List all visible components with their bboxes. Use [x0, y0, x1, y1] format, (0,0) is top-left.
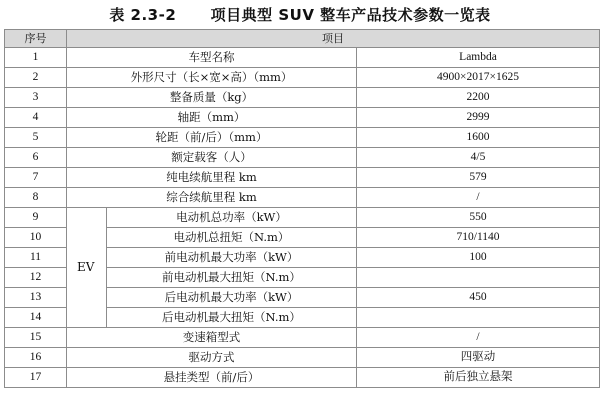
- row-number: 3: [5, 88, 67, 108]
- param-name: 后电动机最大功率（kW）: [107, 288, 357, 308]
- param-name: 外形尺寸（长×宽×高）（mm）: [67, 68, 357, 88]
- table-row: [5, 88, 600, 108]
- param-value: 4/5: [357, 148, 600, 168]
- table-row: [5, 188, 600, 208]
- param-value: 550: [357, 208, 600, 228]
- param-value: [357, 268, 600, 288]
- param-name: 后电动机最大扭矩（N.m）: [107, 308, 357, 328]
- param-name: 轴距（mm）: [67, 108, 357, 128]
- param-name: 车型名称: [67, 48, 357, 68]
- table-row: [5, 128, 600, 148]
- row-number: 6: [5, 148, 67, 168]
- param-value: 579: [357, 168, 600, 188]
- param-name: 驱动方式: [67, 348, 357, 368]
- row-number: 15: [5, 328, 67, 348]
- row-number: 13: [5, 288, 67, 308]
- param-name: 电动机总扭矩（N.m）: [107, 228, 357, 248]
- table-row: [5, 168, 600, 188]
- param-name: 纯电续航里程 km: [67, 168, 357, 188]
- row-number: 2: [5, 68, 67, 88]
- param-name: 前电动机最大扭矩（N.m）: [107, 268, 357, 288]
- param-value: /: [357, 188, 600, 208]
- row-number: 10: [5, 228, 67, 248]
- row-number: 8: [5, 188, 67, 208]
- param-value: [357, 308, 600, 328]
- param-value: 2999: [357, 108, 600, 128]
- table-row: [5, 148, 600, 168]
- param-value: /: [357, 328, 600, 348]
- param-value: 四驱动: [357, 348, 600, 368]
- table-row: [5, 208, 600, 228]
- row-number: 5: [5, 128, 67, 148]
- row-number: 11: [5, 248, 67, 268]
- row-number: 12: [5, 268, 67, 288]
- table-row: [5, 108, 600, 128]
- param-value: 450: [357, 288, 600, 308]
- param-name: 悬挂类型（前/后）: [67, 368, 357, 388]
- table-row: [5, 368, 600, 388]
- param-name: 电动机总功率（kW）: [107, 208, 357, 228]
- table-row: [5, 68, 600, 88]
- param-name: 额定载客（人）: [67, 148, 357, 168]
- header-item: 项目: [67, 30, 600, 48]
- table-row: [5, 48, 600, 68]
- row-number: 4: [5, 108, 67, 128]
- row-number: 1: [5, 48, 67, 68]
- group-label-ev: EV: [67, 208, 107, 328]
- table-title: 表 2.3-2 项目典型 SUV 整车产品技术参数一览表: [109, 6, 491, 24]
- table-row: [5, 328, 600, 348]
- header-row: [5, 30, 600, 48]
- param-name: 前电动机最大功率（kW）: [107, 248, 357, 268]
- row-number: 17: [5, 368, 67, 388]
- row-number: 9: [5, 208, 67, 228]
- param-name: 整备质量（kg）: [67, 88, 357, 108]
- param-name: 综合续航里程 km: [67, 188, 357, 208]
- table-row: [5, 348, 600, 368]
- param-value: 前后独立悬架: [357, 368, 600, 388]
- param-value: 2200: [357, 88, 600, 108]
- row-number: 7: [5, 168, 67, 188]
- spec-table: [4, 29, 600, 388]
- row-number: 16: [5, 348, 67, 368]
- param-name: 变速箱型式: [67, 328, 357, 348]
- param-value: 100: [357, 248, 600, 268]
- header-no: 序号: [5, 30, 67, 48]
- param-value: 4900×2017×1625: [357, 68, 600, 88]
- param-name: 轮距（前/后）（mm）: [67, 128, 357, 148]
- param-value: Lambda: [357, 48, 600, 68]
- param-value: 1600: [357, 128, 600, 148]
- param-value: 710/1140: [357, 228, 600, 248]
- row-number: 14: [5, 308, 67, 328]
